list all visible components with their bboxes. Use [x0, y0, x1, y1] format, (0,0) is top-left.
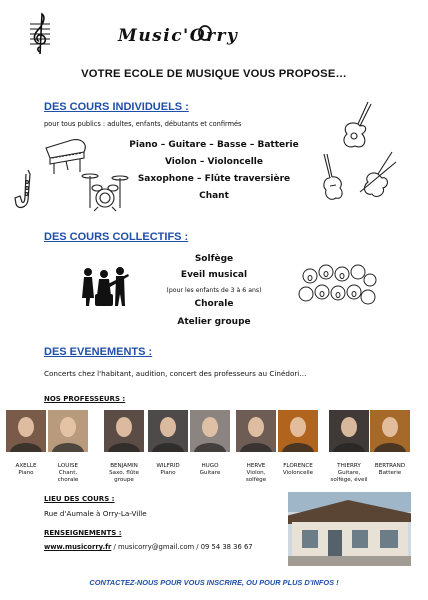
- teacher-role: Saxo, flûte: [109, 470, 139, 476]
- teacher-card: [6, 410, 46, 477]
- teacher-card: [370, 410, 410, 477]
- school-building-photo: [288, 492, 411, 566]
- collective-line-4: Atelier groupe: [177, 317, 251, 327]
- events-text: Concerts chez l'habitant, audition, concert des professeurs au Cinédori…: [44, 369, 307, 378]
- clef-o-icon: [196, 22, 214, 42]
- course-line-4: Chant: [199, 191, 229, 201]
- audience-text: pour tous publics : adultes, enfants, débutants et confirmés: [44, 120, 242, 128]
- teacher-name: BENJAMIN: [110, 463, 138, 469]
- teacher-card: [329, 410, 369, 484]
- teacher-name: LOUISE: [57, 463, 79, 469]
- teacher-role: Batterie: [378, 470, 402, 476]
- choir-faces-icon: [298, 262, 378, 312]
- section-title-events: DES EVENEMENTS :: [44, 346, 153, 358]
- contact-line: [44, 543, 253, 551]
- teacher-name: HUGO: [201, 463, 219, 469]
- teacher-photo: [148, 410, 188, 452]
- teacher-role: Piano: [160, 470, 176, 476]
- teacher-card: [104, 410, 144, 484]
- acoustic-guitar-icon: [338, 100, 374, 152]
- teacher-photo: [370, 410, 410, 452]
- teachers-title: NOS PROFESSEURS :: [44, 395, 126, 403]
- course-line-1: Piano – Guitare – Basse – Batterie: [129, 140, 299, 150]
- teacher-photo: [104, 410, 144, 452]
- collective-line-3: Chorale: [194, 299, 234, 309]
- info-title: RENSEIGNEMENTS :: [44, 529, 122, 537]
- drum-kit-icon: [80, 170, 130, 212]
- collective-age-note: (pour les enfants de 3 à 6 ans): [166, 287, 262, 294]
- course-line-3: Saxophone – Flûte traversière: [137, 174, 291, 184]
- teacher-card: [236, 410, 276, 484]
- teacher-photo: [236, 410, 276, 452]
- brand-logo: Music'Orry: [118, 26, 239, 46]
- website-link[interactable]: www.musicorry.fr: [44, 543, 112, 551]
- call-to-action: CONTACTEZ-NOUS POUR VOUS INSCRIRE, OU POUR PLUS D'INFOS !: [89, 578, 339, 587]
- teacher-role: solfège, éveil: [330, 477, 368, 483]
- contact-details: / musicorry@gmail.com / 09 54 38 36 67: [111, 543, 253, 551]
- teacher-name: HERVE: [246, 463, 266, 469]
- collective-line-1: Solfège: [194, 254, 234, 264]
- violin-icon: [356, 148, 402, 202]
- teacher-role: Piano: [18, 470, 34, 476]
- teacher-card: [278, 410, 318, 477]
- teacher-card: [190, 410, 230, 477]
- teacher-photo: [48, 410, 88, 452]
- course-line-2: Violon – Violoncelle: [165, 157, 263, 167]
- location-title: LIEU DES COURS :: [44, 495, 115, 503]
- electric-guitar-icon: [318, 152, 346, 202]
- teacher-role: Guitare,: [337, 470, 361, 476]
- collective-line-2: Eveil musical: [180, 270, 248, 280]
- teacher-role: Chant, chorale: [57, 470, 79, 483]
- location-address: Rue d'Aumale à Orry-La-Ville: [44, 509, 147, 518]
- teacher-name: WILFRID: [156, 463, 180, 469]
- section-title-collective: DES COURS COLLECTIFS :: [44, 231, 189, 243]
- teacher-photo: [329, 410, 369, 452]
- band-silhouette-icon: [78, 264, 130, 308]
- teacher-card: [148, 410, 188, 477]
- teacher-photo: [278, 410, 318, 452]
- teacher-name: AXELLE: [15, 463, 37, 469]
- teacher-photo: [190, 410, 230, 452]
- teacher-role: groupe: [114, 477, 134, 483]
- page-headline: VOTRE ECOLE DE MUSIQUE VOUS PROPOSE…: [81, 68, 347, 80]
- teacher-role: Violoncelle: [282, 470, 314, 476]
- treble-clef-icon: [28, 10, 52, 56]
- teacher-photo: [6, 410, 46, 452]
- teacher-name: FLORENCE: [283, 463, 313, 469]
- section-title-individual: DES COURS INDIVIDUELS :: [44, 101, 189, 113]
- teacher-card: [48, 410, 88, 484]
- saxophone-icon: [10, 166, 40, 214]
- teacher-role: Violon, solfège: [245, 470, 267, 483]
- teacher-name: BERTRAND: [374, 463, 406, 469]
- teacher-name: THIERRY: [337, 463, 361, 469]
- teacher-role: Guitare: [199, 470, 221, 476]
